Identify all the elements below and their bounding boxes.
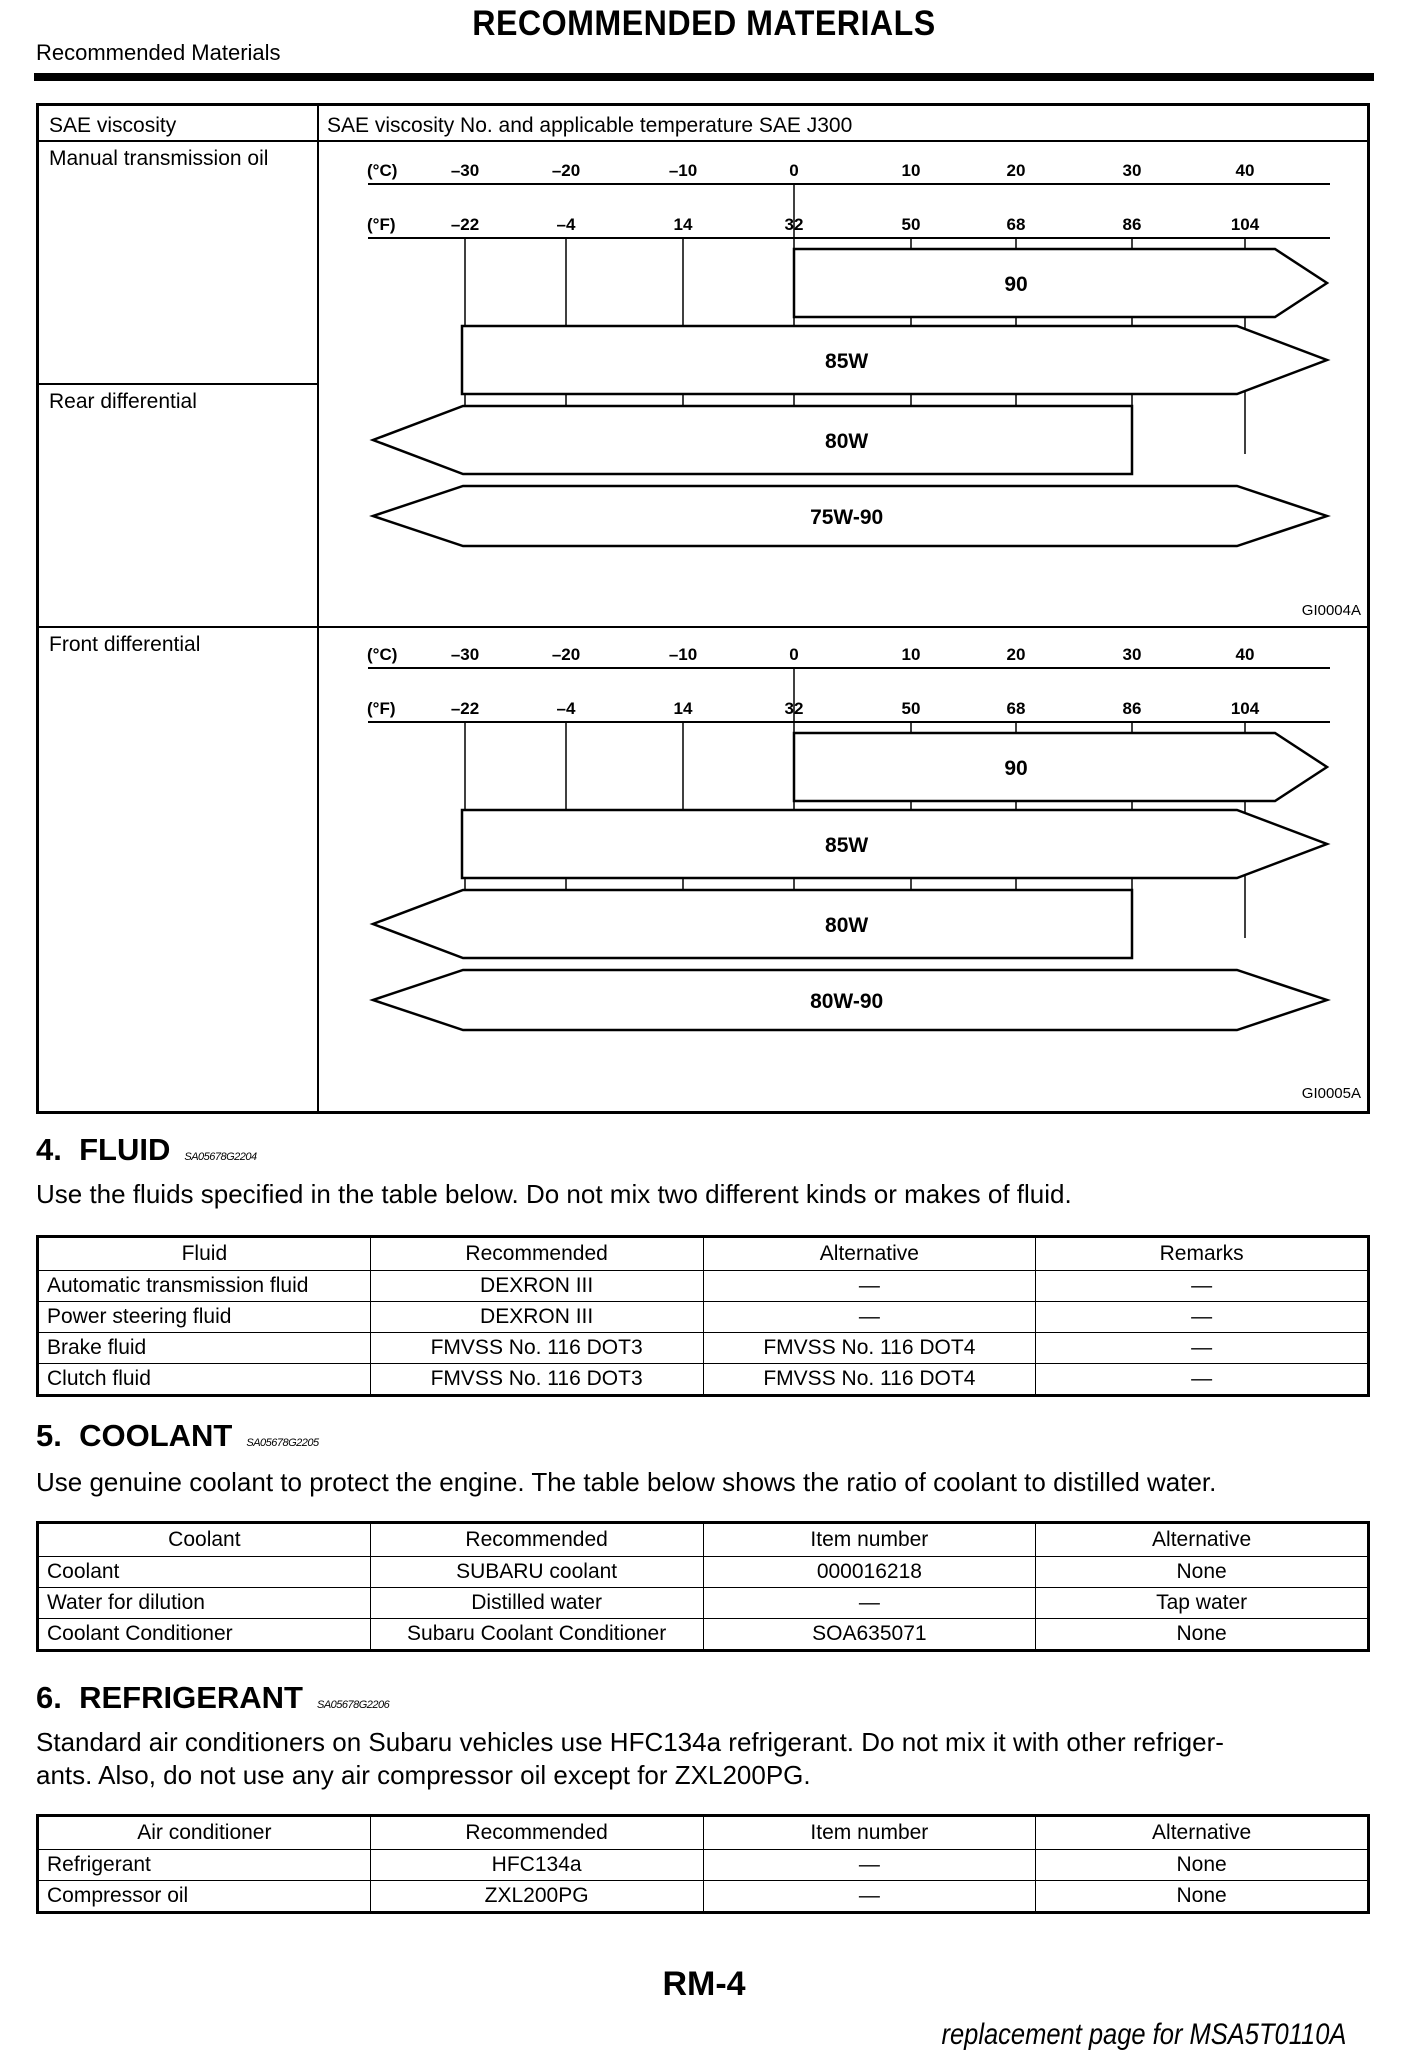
sae-col1-header: SAE viscosity [49,114,177,137]
table-cell: Power steering fluid [38,1302,371,1333]
table-cell: HFC134a [370,1850,703,1881]
viscosity-bar [794,249,1327,317]
tick-c: –10 [668,161,698,180]
tick-f: 14 [673,215,693,234]
table-row [38,1619,1369,1651]
tick-f: 68 [1006,699,1026,718]
sae-viscosity-table [36,103,1370,1114]
table-cell: None [1036,1881,1369,1913]
table-cell: FMVSS No. 116 DOT3 [370,1364,703,1396]
table-row [38,1364,1369,1396]
tick-f: 104 [1230,699,1260,718]
table-cell: None [1036,1557,1369,1588]
viscosity-bar [462,810,1327,878]
bar-label: 80W [825,430,869,453]
axis-f-label: (°F) [367,699,396,718]
table-cell: Subaru Coolant Conditioner [370,1619,703,1651]
bar-label: 75W-90 [810,506,884,529]
table-cell: FMVSS No. 116 DOT4 [703,1333,1036,1364]
table-cell: SOA635071 [703,1619,1036,1651]
table-row [38,1588,1369,1619]
coolant-header-cell: Recommended [370,1523,703,1557]
table-row [38,1302,1369,1333]
fluid-header-row [38,1237,1369,1271]
fluid-header-cell: Alternative [703,1237,1036,1271]
page-number: RM-4 [662,1965,746,2003]
axis-c-label: (°C) [367,161,398,180]
tick-f: –4 [556,699,576,718]
table-cell: None [1036,1619,1369,1651]
fluid-header-cell: Fluid [38,1237,371,1271]
bar-label: 85W [825,834,869,857]
row-label-manual-transmission: Manual transmission oil [49,147,269,170]
bar-label: 90 [1004,757,1028,780]
tick-c: 10 [901,645,921,664]
coolant-header-row [38,1523,1369,1557]
viscosity-bar [373,406,1132,474]
table-cell: — [703,1302,1036,1333]
replacement-note: replacement page for MSA5T0110A [941,2018,1346,2051]
table-row [38,1850,1369,1881]
tick-f: 14 [673,699,693,718]
axis-f-label: (°F) [367,215,396,234]
table-cell: — [703,1881,1036,1913]
tick-f: 50 [901,699,921,718]
table-cell: ZXL200PG [370,1881,703,1913]
refrigerant-header-row [38,1816,1369,1850]
tick-c: 30 [1122,645,1142,664]
fluid-header-cell: Recommended [370,1237,703,1271]
running-head: Recommended Materials [36,40,281,65]
table-cell: Distilled water [370,1588,703,1619]
bar-label: 80W-90 [810,990,884,1013]
bar-label: 90 [1004,273,1028,296]
table-row [38,1333,1369,1364]
section-refrigerant-heading: 6. REFRIGERANT SA05678G2206 [36,1680,390,1715]
row-label-front-differential: Front differential [49,633,201,656]
refrigerant-header-cell: Recommended [370,1816,703,1850]
header-rule [34,73,1374,81]
axis-c-label: (°C) [367,645,398,664]
bar-label: 80W [825,914,869,937]
tick-f: 32 [784,215,804,234]
tick-f: –22 [450,215,480,234]
tick-c: –20 [551,645,581,664]
section-code: SA05678G2204 [184,1151,257,1163]
table-cell: — [703,1271,1036,1302]
figure-id: GI0004A [1301,602,1361,619]
table-cell: Coolant [38,1557,371,1588]
table-cell: Tap water [1036,1588,1369,1619]
fluid-header-cell: Remarks [1036,1237,1369,1271]
fluid-description: Use the fluids specified in the table below. Do not mix two different kinds or makes of fluid. [36,1179,1072,1209]
tick-f: 104 [1230,215,1260,234]
table-cell: — [1036,1333,1369,1364]
tick-c: –30 [450,161,480,180]
tick-c: 40 [1235,645,1255,664]
tick-f: –4 [556,215,576,234]
table-cell: — [703,1850,1036,1881]
tick-f: 32 [784,699,804,718]
tick-f: 68 [1006,215,1026,234]
fluid-table [36,1235,1370,1397]
table-cell: SUBARU coolant [370,1557,703,1588]
table-cell: — [1036,1302,1369,1333]
section-coolant-heading: 5. COOLANT SA05678G2205 [36,1418,319,1453]
viscosity-bar [794,733,1327,801]
tick-c: –30 [450,645,480,664]
tick-c: 40 [1235,161,1255,180]
table-cell: Clutch fluid [38,1364,371,1396]
tick-c: 30 [1122,161,1142,180]
tick-c: –10 [668,645,698,664]
table-cell: FMVSS No. 116 DOT4 [703,1364,1036,1396]
tick-f: 86 [1122,215,1142,234]
page-title: RECOMMENDED MATERIALS [472,4,936,43]
table-cell: Automatic transmission fluid [38,1271,371,1302]
table-cell: DEXRON III [370,1302,703,1333]
table-cell: None [1036,1850,1369,1881]
row-label-rear-differential: Rear differential [49,390,197,413]
sae-col2-header: SAE viscosity No. and applicable temperature SAE J300 [327,114,853,137]
tick-c: 20 [1006,645,1026,664]
table-cell: 000016218 [703,1557,1036,1588]
tick-c: 10 [901,161,921,180]
section-code: SA05678G2206 [316,1699,390,1711]
table-cell: DEXRON III [370,1271,703,1302]
table-cell: Water for dilution [38,1588,371,1619]
table-cell: Coolant Conditioner [38,1619,371,1651]
section-code: SA05678G2205 [246,1437,319,1449]
bar-label: 85W [825,350,869,373]
tick-c: 0 [789,645,799,664]
refrigerant-header-cell: Item number [703,1816,1036,1850]
table-cell: — [1036,1271,1369,1302]
viscosity-bar [462,326,1327,394]
table-row [38,1881,1369,1913]
table-cell: Refrigerant [38,1850,371,1881]
refrigerant-header-cell: Air conditioner [38,1816,371,1850]
tick-f: 50 [901,215,921,234]
tick-f: 86 [1122,699,1142,718]
table-cell: Brake fluid [38,1333,371,1364]
tick-c: –20 [551,161,581,180]
refrigerant-table [36,1814,1370,1914]
coolant-table [36,1521,1370,1652]
table-cell: Compressor oil [38,1881,371,1913]
table-cell: — [1036,1364,1369,1396]
section-fluid-heading: 4. FLUID SA05678G2204 [36,1132,257,1167]
table-row [38,1557,1369,1588]
figure-id: GI0005A [1301,1085,1361,1102]
refrigerant-description: Standard air conditioners on Subaru vehicles use HFC134a refrigerant. Do not mix it with other refriger- ants. Also, do not use any air compressor oil except for ZXL200PG. [36,1727,1224,1790]
table-row [38,1271,1369,1302]
coolant-header-cell: Coolant [38,1523,371,1557]
coolant-description: Use genuine coolant to protect the engine. The table below shows the ratio of coolant to distilled water. [36,1467,1217,1497]
viscosity-chart [39,106,1367,1111]
coolant-header-cell: Alternative [1036,1523,1369,1557]
tick-f: –22 [450,699,480,718]
refrigerant-header-cell: Alternative [1036,1816,1369,1850]
viscosity-bar [373,890,1132,958]
tick-c: 0 [789,161,799,180]
coolant-header-cell: Item number [703,1523,1036,1557]
table-cell: — [703,1588,1036,1619]
tick-c: 20 [1006,161,1026,180]
table-cell: FMVSS No. 116 DOT3 [370,1333,703,1364]
